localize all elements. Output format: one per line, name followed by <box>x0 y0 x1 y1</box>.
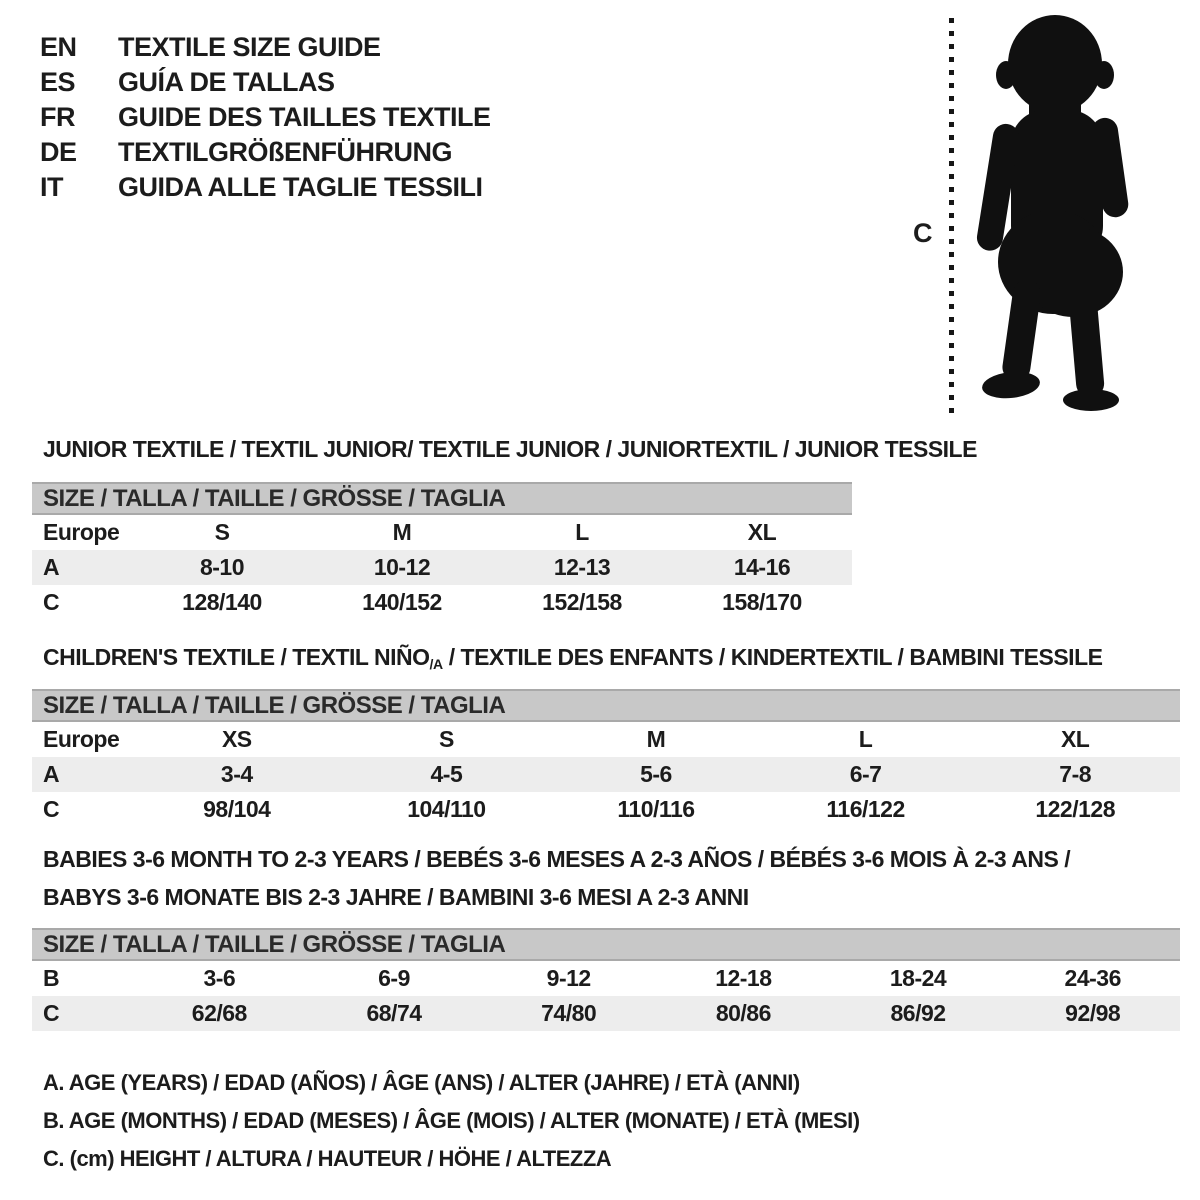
age-cell: 12-13 <box>553 554 611 580</box>
junior-table-header: SIZE / TALLA / TAILLE / GRÖSSE / TAGLIA <box>32 482 852 515</box>
children-table-header: SIZE / TALLA / TAILLE / GRÖSSE / TAGLIA <box>32 689 1180 722</box>
children-size-table <box>32 689 1180 827</box>
height-cell: 74/80 <box>541 1000 597 1026</box>
age-cell: 4-5 <box>430 761 463 787</box>
size-cell: S <box>214 519 230 545</box>
size-cell: XL <box>747 519 777 545</box>
row-label: A <box>43 554 60 580</box>
height-cell: 80/86 <box>715 1000 771 1026</box>
age-cell: 9-12 <box>546 965 591 991</box>
age-cell: 12-18 <box>715 965 772 991</box>
height-cell: 98/104 <box>203 796 271 822</box>
legend-line-b: B. AGE (MONTHS) / EDAD (MESES) / ÂGE (MOIS) / ALTER (MONATE) / ETÀ (MESI) <box>43 1108 860 1133</box>
row-label: Europe <box>43 726 120 752</box>
age-cell: 24-36 <box>1064 965 1121 991</box>
height-cell: 86/92 <box>890 1000 946 1026</box>
height-cell: 152/158 <box>542 589 622 615</box>
size-cell: M <box>392 519 412 545</box>
age-cell: 18-24 <box>889 965 947 991</box>
row-label: C <box>43 589 60 615</box>
lang-title: TEXTILE SIZE GUIDE <box>118 32 381 62</box>
measure-c-label: C <box>913 218 932 248</box>
age-cell: 8-10 <box>199 554 245 580</box>
lang-title: GUIDA ALLE TAGLIE TESSILI <box>118 172 483 202</box>
babies-section-title-line1: BABIES 3-6 MONTH TO 2-3 YEARS / BEBÉS 3-6 MESES A 2-3 AÑOS / BÉBÉS 3-6 MOIS À 2-3 ANS / <box>43 846 1071 872</box>
table-row <box>32 550 852 585</box>
babies-section-title-line2: BABYS 3-6 MONATE BIS 2-3 JAHRE / BAMBINI 3-6 MESI A 2-3 ANNI <box>43 884 749 910</box>
row-label: C <box>43 1000 60 1026</box>
children-title-suffix: / TEXTILE DES ENFANTS / KINDERTEXTIL / BAMBINI TESSILE <box>442 644 1103 670</box>
size-cell: XL <box>1060 726 1090 752</box>
dotted-measure-line <box>949 18 954 416</box>
junior-size-table <box>32 482 852 620</box>
language-title-list <box>40 30 491 205</box>
height-cell: 92/98 <box>1065 1000 1121 1026</box>
table-row <box>32 757 1180 792</box>
lang-row-fr <box>40 100 491 135</box>
children-title-prefix: CHILDREN'S TEXTILE / TEXTIL NIÑO <box>43 644 430 670</box>
lang-code: EN <box>40 32 77 62</box>
children-section-title <box>43 644 1102 672</box>
table-row <box>32 515 852 550</box>
table-row <box>32 792 1180 827</box>
legend-line-a: A. AGE (YEARS) / EDAD (AÑOS) / ÂGE (ANS) / ALTER (JAHRE) / ETÀ (ANNI) <box>43 1070 800 1095</box>
lang-code: FR <box>40 102 75 132</box>
lang-title: TEXTILGRÖßENFÜHRUNG <box>118 137 452 167</box>
height-cell: 116/122 <box>826 796 905 822</box>
legend <box>43 1064 860 1178</box>
legend-line-c: C. (cm) HEIGHT / ALTURA / HAUTEUR / HÖHE / ALTEZZA <box>43 1146 612 1171</box>
height-cell: 140/152 <box>362 589 442 615</box>
size-cell: XS <box>221 726 252 752</box>
height-cell: 110/116 <box>617 796 695 822</box>
lang-row-de <box>40 135 491 170</box>
size-cell: S <box>438 726 454 752</box>
height-figure <box>905 10 1185 422</box>
row-label: B <box>43 965 60 991</box>
row-label: A <box>43 761 60 787</box>
lang-code: IT <box>40 172 63 202</box>
height-cell: 62/68 <box>191 1000 247 1026</box>
babies-size-table <box>32 928 1180 1031</box>
lang-title: GUÍA DE TALLAS <box>118 67 335 97</box>
lang-row-it <box>40 170 491 205</box>
age-cell: 6-7 <box>849 761 882 787</box>
row-label: Europe <box>43 519 120 545</box>
lang-title: GUIDE DES TAILLES TEXTILE <box>118 102 491 132</box>
table-row <box>32 585 852 620</box>
babies-table-header: SIZE / TALLA / TAILLE / GRÖSSE / TAGLIA <box>32 928 1180 961</box>
age-cell: 14-16 <box>733 554 791 580</box>
height-cell: 68/74 <box>366 1000 422 1026</box>
lang-code: ES <box>40 67 76 97</box>
age-cell: 5-6 <box>640 761 672 787</box>
table-row <box>32 722 1180 757</box>
size-cell: L <box>858 726 873 752</box>
height-cell: 104/110 <box>407 796 486 822</box>
height-cell: 158/170 <box>722 589 802 615</box>
age-cell: 3-6 <box>203 965 236 991</box>
size-cell: L <box>575 519 589 545</box>
lang-code: DE <box>40 137 77 167</box>
table-row <box>32 961 1180 996</box>
age-cell: 3-4 <box>220 761 253 787</box>
age-cell: 7-8 <box>1059 761 1092 787</box>
table-row <box>32 996 1180 1031</box>
children-title-sub: /A <box>429 656 443 672</box>
height-cell: 128/140 <box>182 589 262 615</box>
junior-section-title: JUNIOR TEXTILE / TEXTIL JUNIOR/ TEXTILE JUNIOR / JUNIORTEXTIL / JUNIOR TESSILE <box>43 436 977 462</box>
row-label: C <box>43 796 60 822</box>
age-cell: 6-9 <box>378 965 410 991</box>
age-cell: 10-12 <box>373 554 431 580</box>
lang-row-es <box>40 65 491 100</box>
height-cell: 122/128 <box>1035 796 1115 822</box>
size-cell: M <box>646 726 666 752</box>
lang-row-en <box>40 30 491 65</box>
toddler-silhouette-icon <box>967 12 1167 412</box>
